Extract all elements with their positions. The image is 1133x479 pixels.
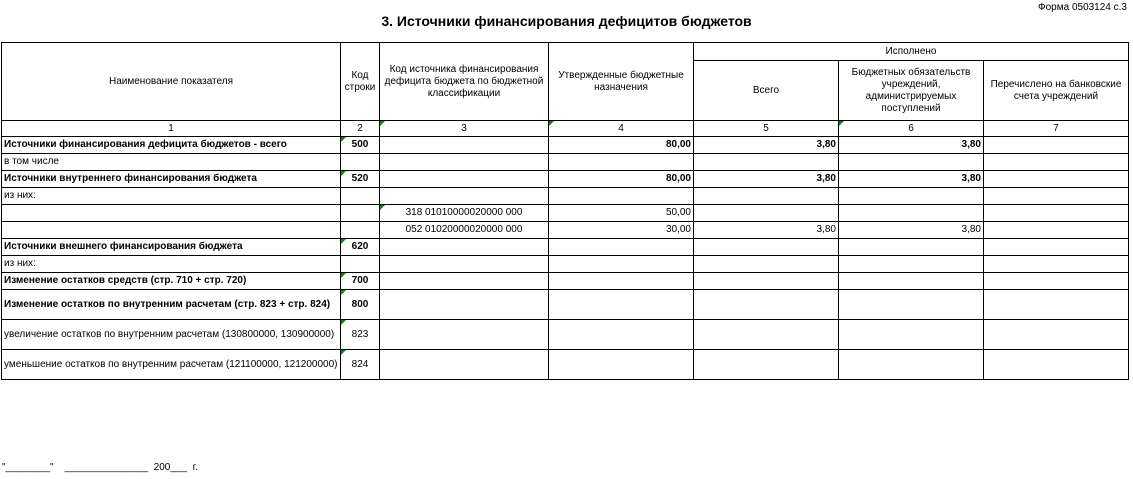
form-number: Форма 0503124 с.3 (1038, 2, 1127, 13)
row-total (694, 256, 839, 273)
row-approved (549, 239, 694, 256)
row-total (694, 188, 839, 205)
row-obligations (839, 256, 984, 273)
header-source-code: Код источника финансирования дефицита бюджета по бюджетной классификации (380, 43, 549, 121)
table-row (2, 188, 1129, 205)
column-number: 1 (2, 121, 341, 137)
row-name: Изменение остатков средств (стр. 710 + стр. 720) (2, 273, 341, 290)
row-code: 800 (341, 290, 380, 320)
row-source-code (380, 239, 549, 256)
row-name: в том числе (2, 154, 341, 171)
row-total: 3,80 (694, 137, 839, 154)
row-obligations (839, 239, 984, 256)
column-number: 2 (341, 121, 380, 137)
row-code: 700 (341, 273, 380, 290)
header-executed: Исполнено (694, 43, 1129, 61)
page-title: 3. Источники финансирования дефицитов бюджетов (381, 13, 752, 29)
header-approved: Утвержденные бюджетные назначения (549, 43, 694, 121)
row-source-code (380, 137, 549, 154)
table-row (2, 256, 1129, 273)
row-total (694, 320, 839, 350)
row-code (341, 205, 380, 222)
table-row (2, 137, 1129, 154)
row-name (2, 222, 341, 239)
row-approved: 80,00 (549, 171, 694, 188)
row-obligations (839, 290, 984, 320)
row-obligations (839, 154, 984, 171)
row-name: Источники финансирования дефицита бюджетов - всего (2, 137, 341, 154)
row-name: уменьшение остатков по внутренним расчетам (121100000, 121200000) (2, 350, 341, 380)
row-approved (549, 154, 694, 171)
row-name (2, 205, 341, 222)
row-code: 620 (341, 239, 380, 256)
row-bank (984, 154, 1129, 171)
row-name: увеличение остатков по внутренним расчетам (130800000, 130900000) (2, 320, 341, 350)
row-total (694, 273, 839, 290)
row-total: 3,80 (694, 222, 839, 239)
row-code: 824 (341, 350, 380, 380)
row-approved (549, 188, 694, 205)
row-source-code (380, 188, 549, 205)
row-bank (984, 350, 1129, 380)
row-approved (549, 256, 694, 273)
header-bank-transfers: Перечислено на банковские счета учреждений (984, 61, 1129, 121)
header-budget-obligations: Бюджетных обязательств учреждений, администрируемых поступлений (839, 61, 984, 121)
table-row (2, 154, 1129, 171)
row-name: Источники внешнего финансирования бюджета (2, 239, 341, 256)
row-approved: 30,00 (549, 222, 694, 239)
row-source-code (380, 256, 549, 273)
row-source-code: 052 01020000020000 000 (380, 222, 549, 239)
column-number: 6 (839, 121, 984, 137)
row-source-code (380, 154, 549, 171)
row-obligations (839, 205, 984, 222)
row-total: 3,80 (694, 171, 839, 188)
table-row (2, 273, 1129, 290)
row-obligations (839, 188, 984, 205)
table-row (2, 171, 1129, 188)
row-approved (549, 320, 694, 350)
header-total: Всего (694, 61, 839, 121)
row-approved (549, 273, 694, 290)
table-row (2, 222, 1129, 239)
row-bank (984, 256, 1129, 273)
row-obligations: 3,80 (839, 171, 984, 188)
row-code (341, 188, 380, 205)
row-obligations: 3,80 (839, 137, 984, 154)
table-row (2, 350, 1129, 380)
header-code: Код строки (341, 43, 380, 121)
row-code (341, 256, 380, 273)
row-source-code (380, 320, 549, 350)
column-number: 7 (984, 121, 1129, 137)
date-signature-line: "________" _______________ 200___ г. (2, 462, 198, 473)
row-bank (984, 290, 1129, 320)
row-name: Изменение остатков по внутренним расчетам (стр. 823 + стр. 824) (2, 290, 341, 320)
row-approved (549, 290, 694, 320)
table-row (2, 320, 1129, 350)
row-bank (984, 137, 1129, 154)
row-source-code (380, 350, 549, 380)
row-source-code: 318 01010000020000 000 (380, 205, 549, 222)
row-total (694, 239, 839, 256)
row-total (694, 205, 839, 222)
row-bank (984, 188, 1129, 205)
row-approved (549, 350, 694, 380)
row-code (341, 222, 380, 239)
row-total (694, 290, 839, 320)
row-code: 500 (341, 137, 380, 154)
row-bank (984, 320, 1129, 350)
row-bank (984, 222, 1129, 239)
row-obligations (839, 273, 984, 290)
row-bank (984, 205, 1129, 222)
column-number: 5 (694, 121, 839, 137)
row-source-code (380, 273, 549, 290)
column-number: 3 (380, 121, 549, 137)
row-code: 520 (341, 171, 380, 188)
row-total (694, 350, 839, 380)
row-bank (984, 239, 1129, 256)
row-total (694, 154, 839, 171)
header-name: Наименование показателя (2, 43, 341, 121)
column-number: 4 (549, 121, 694, 137)
row-bank (984, 171, 1129, 188)
row-name: из них: (2, 188, 341, 205)
row-name: Источники внутреннего финансирования бюджета (2, 171, 341, 188)
row-approved: 50,00 (549, 205, 694, 222)
row-name: из них: (2, 256, 341, 273)
row-obligations: 3,80 (839, 222, 984, 239)
table-row (2, 205, 1129, 222)
row-obligations (839, 320, 984, 350)
row-approved: 80,00 (549, 137, 694, 154)
table-row (2, 290, 1129, 320)
row-bank (984, 273, 1129, 290)
table-row (2, 239, 1129, 256)
row-code: 823 (341, 320, 380, 350)
row-obligations (839, 350, 984, 380)
row-code (341, 154, 380, 171)
row-source-code (380, 290, 549, 320)
financing-sources-table (1, 42, 1129, 380)
row-source-code (380, 171, 549, 188)
